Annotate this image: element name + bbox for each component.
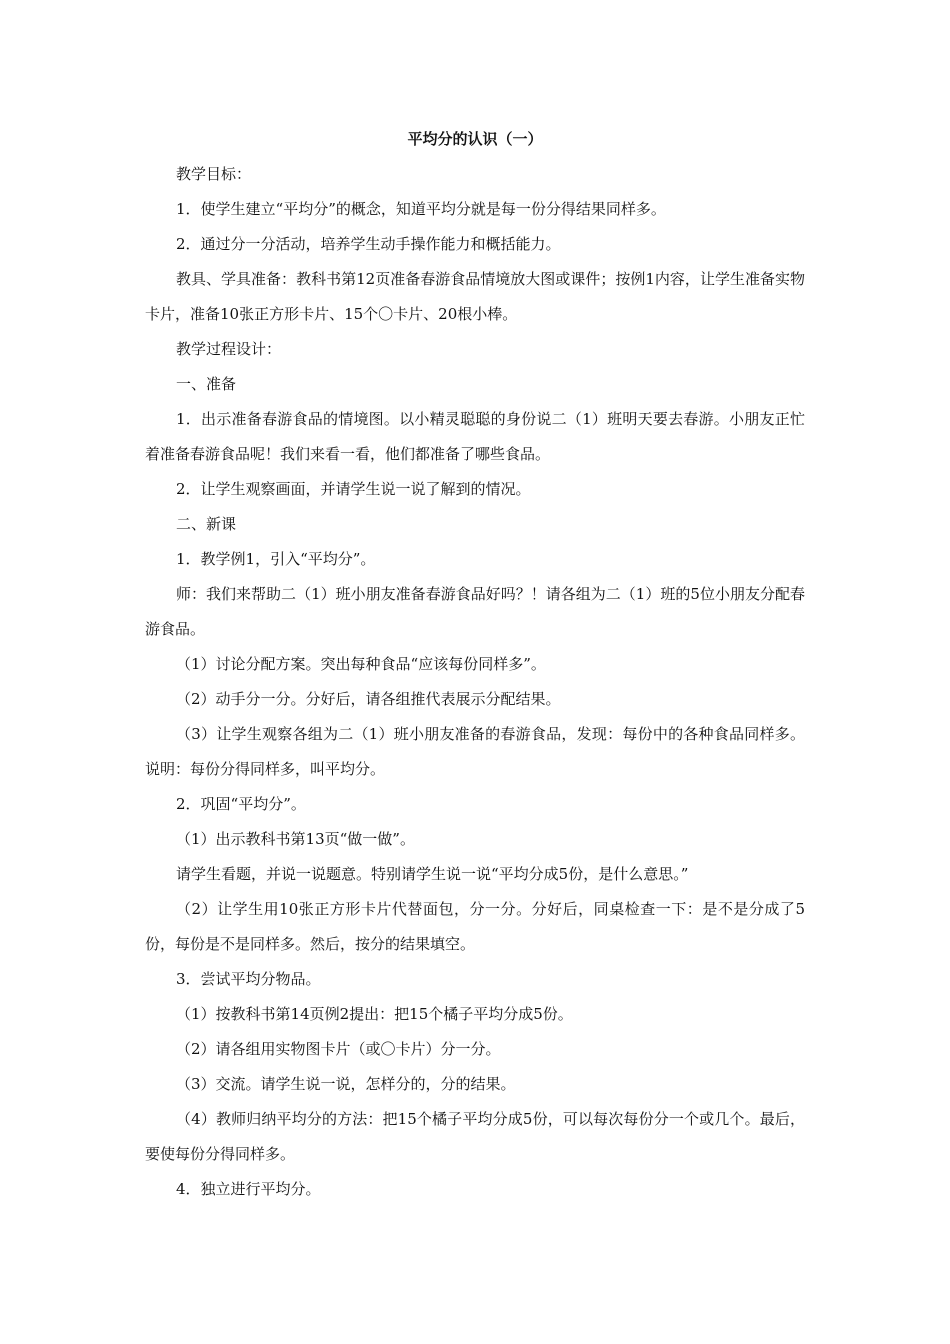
document-title: 平均分的认识（一） (407, 130, 543, 148)
paragraph-step-3-3: （3）交流。请学生说一说，怎样分的，分的结果。 (176, 1075, 516, 1093)
paragraph-lesson-4: 4．独立进行平均分。 (176, 1180, 321, 1198)
section-heading-new-lesson: 二、新课 (176, 515, 237, 533)
paragraph-step-3-4: （4）教师归纳平均分的方法：把15个橘子平均分成5份，可以每次每份分一个或几个。最后，要使每份分得同样多。 (145, 1110, 805, 1163)
paragraph-prep-1: 1．出示准备春游食品的情境图。以小精灵聪聪的身份说二（1）班明天要去春游。小朋友正忙着准备春游食品呢！我们来看一看，他们都准备了哪些食品。 (145, 410, 805, 463)
paragraph-lesson-3: 3．尝试平均分物品。 (176, 970, 321, 988)
paragraph-teacher-prompt: 师：我们来帮助二（1）班小朋友准备春游食品好吗？！请各组为二（1）班的5位小朋友分配春游食品。 (145, 585, 805, 638)
paragraph-goal-2: 2．通过分一分活动，培养学生动手操作能力和概括能力。 (176, 235, 561, 253)
paragraph-lesson-1: 1．教学例1，引入“平均分”。 (176, 550, 376, 568)
paragraph-goal-1: 1．使学生建立“平均分”的概念，知道平均分就是每一份分得结果同样多。 (176, 200, 666, 218)
paragraph-step-1-1: （1）讨论分配方案。突出每种食品“应该每份同样多”。 (176, 655, 546, 673)
paragraph-prep-2: 2．让学生观察画面，并请学生说一说了解到的情况。 (176, 480, 531, 498)
paragraph-step-2-2: （2）让学生用10张正方形卡片代替面包，分一分。分好后，同桌检查一下：是不是分成了5份，每份是不是同样多。然后，按分的结果填空。 (145, 900, 805, 953)
paragraph-teaching-goals-heading: 教学目标： (176, 165, 252, 183)
paragraph-step-3-1: （1）按教科书第14页例2提出：把15个橘子平均分成5份。 (176, 1005, 573, 1023)
document-body (145, 122, 805, 1207)
paragraph-step-2-note: 请学生看题，并说一说题意。特别请学生说一说“平均分成5份，是什么意思。” (176, 865, 689, 883)
paragraph-materials: 教具、学具准备：教科书第12页准备春游食品情境放大图或课件；按例1内容，让学生准备实物卡片，准备10张正方形卡片、15个〇卡片、20根小棒。 (145, 270, 805, 323)
paragraph-step-3-2: （2）请各组用实物图卡片（或〇卡片）分一分。 (176, 1040, 501, 1058)
paragraph-process-heading: 教学过程设计： (176, 340, 282, 358)
paragraph-step-1-3: （3）让学生观察各组为二（1）班小朋友准备的春游食品，发现：每份中的各种食品同样多。说明：每份分得同样多，叫平均分。 (145, 725, 805, 778)
paragraph-step-1-2: （2）动手分一分。分好后，请各组推代表展示分配结果。 (176, 690, 561, 708)
paragraph-lesson-2: 2．巩固“平均分”。 (176, 795, 306, 813)
section-heading-preparation: 一、准备 (176, 375, 237, 393)
paragraph-step-2-1: （1）出示教科书第13页“做一做”。 (176, 830, 415, 848)
